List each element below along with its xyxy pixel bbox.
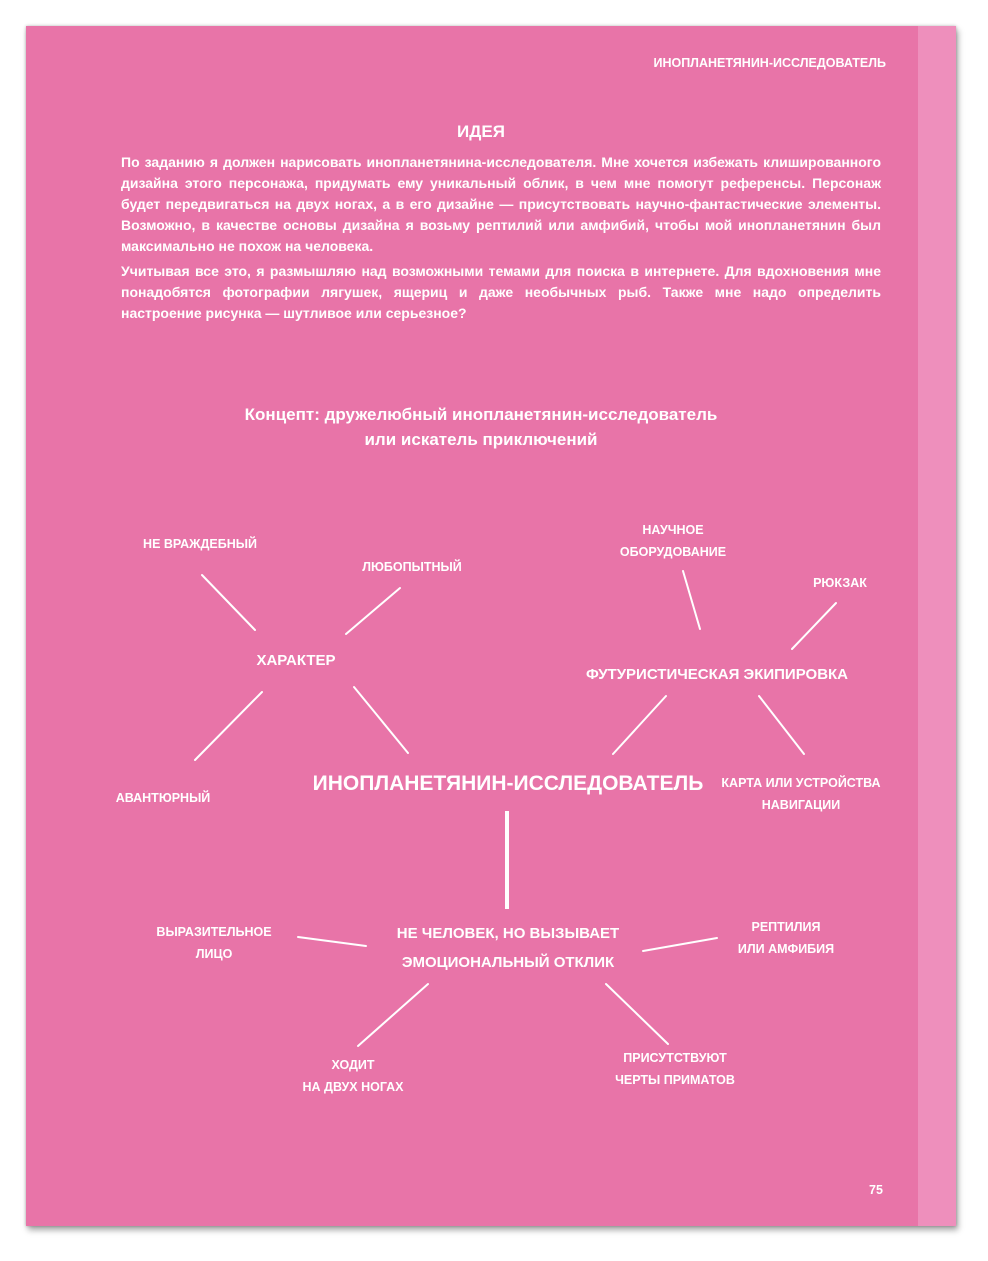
connector-reptile	[643, 938, 717, 951]
connector-backpack	[792, 603, 836, 649]
connector-not-hostile	[202, 575, 255, 630]
concept-line-1: Концепт: дружелюбный инопланетянин-исследователь	[244, 405, 718, 424]
label-not-hostile: НЕ ВРАЖДЕБНЫЙ	[143, 537, 257, 551]
connector-curious	[346, 588, 400, 634]
concept-line-2: или искатель приключений	[364, 430, 598, 449]
label-character: ХАРАКТЕР	[256, 652, 336, 669]
label-not-human: НЕ ЧЕЛОВЕК, НО ВЫЗЫВАЕТ ЭМОЦИОНАЛЬНЫЙ ОТКЛИК	[396, 925, 620, 971]
label-navigation: КАРТА ИЛИ УСТРОЙСТВА НАВИГАЦИИ	[721, 776, 881, 812]
mindmap-connectors	[26, 26, 956, 1226]
label-center-alien-explorer: ИНОПЛАНЕТЯНИН-ИССЛЕДОВАТЕЛЬ	[312, 772, 704, 795]
page-number: 75	[869, 1183, 883, 1197]
connector-primate	[606, 984, 668, 1044]
label-adventurous: АВАНТЮРНЫЙ	[115, 791, 211, 805]
idea-paragraph-1: По заданию я должен нарисовать инопланетянина-исследователя. Мне хочется избежать клишированного дизайна этого персонажа, придумать ему уникальный облик, в чем мне помогут референсы. Персонаж будет передвигаться на двух ногах, а в его дизайне — присутствовать научно-фантастические элементы. Возможно, в качестве основы дизайна я возьму рептилий или амфибий, чтобы мой инопланетянин был максимально не похож на человека.	[121, 154, 881, 254]
label-science-equipment: НАУЧНОЕ ОБОРУДОВАНИЕ	[619, 523, 727, 559]
label-expressive-face: ВЫРАЗИТЕЛЬНОЕ ЛИЦО	[156, 925, 272, 961]
book-page	[26, 26, 956, 1226]
label-reptile-amphibian: РЕПТИЛИЯ ИЛИ АМФИБИЯ	[737, 920, 835, 956]
connector-adventurous	[195, 692, 262, 760]
running-head: ИНОПЛАНЕТЯНИН-ИССЛЕДОВАТЕЛЬ	[653, 56, 886, 70]
connector-science	[683, 571, 700, 629]
label-futuristic-equipment: ФУТУРИСТИЧЕСКАЯ ЭКИПИРОВКА	[585, 666, 849, 683]
idea-paragraph-2: Учитывая все это, я размышляю над возможными темами для поиска в интернете. Для вдохновения мне понадобятся фотографии лягушек, ящериц и даже необычных рыб. Также мне надо определить настроение рисунка — шутливое или серьезное?	[121, 263, 881, 321]
label-walks-two-legs: ХОДИТ НА ДВУХ НОГАХ	[302, 1058, 404, 1094]
label-primate-features: ПРИСУТСТВУЮТ ЧЕРТЫ ПРИМАТОВ	[615, 1051, 735, 1087]
connector-walks	[358, 984, 428, 1046]
connector-map	[759, 696, 804, 754]
idea-title: ИДЕЯ	[457, 122, 505, 141]
connector-character-center	[354, 687, 408, 753]
label-curious: ЛЮБОПЫТНЫЙ	[362, 560, 462, 574]
connector-equipment-center	[613, 696, 666, 754]
connector-face	[298, 937, 366, 946]
label-backpack: РЮКЗАК	[813, 576, 867, 590]
